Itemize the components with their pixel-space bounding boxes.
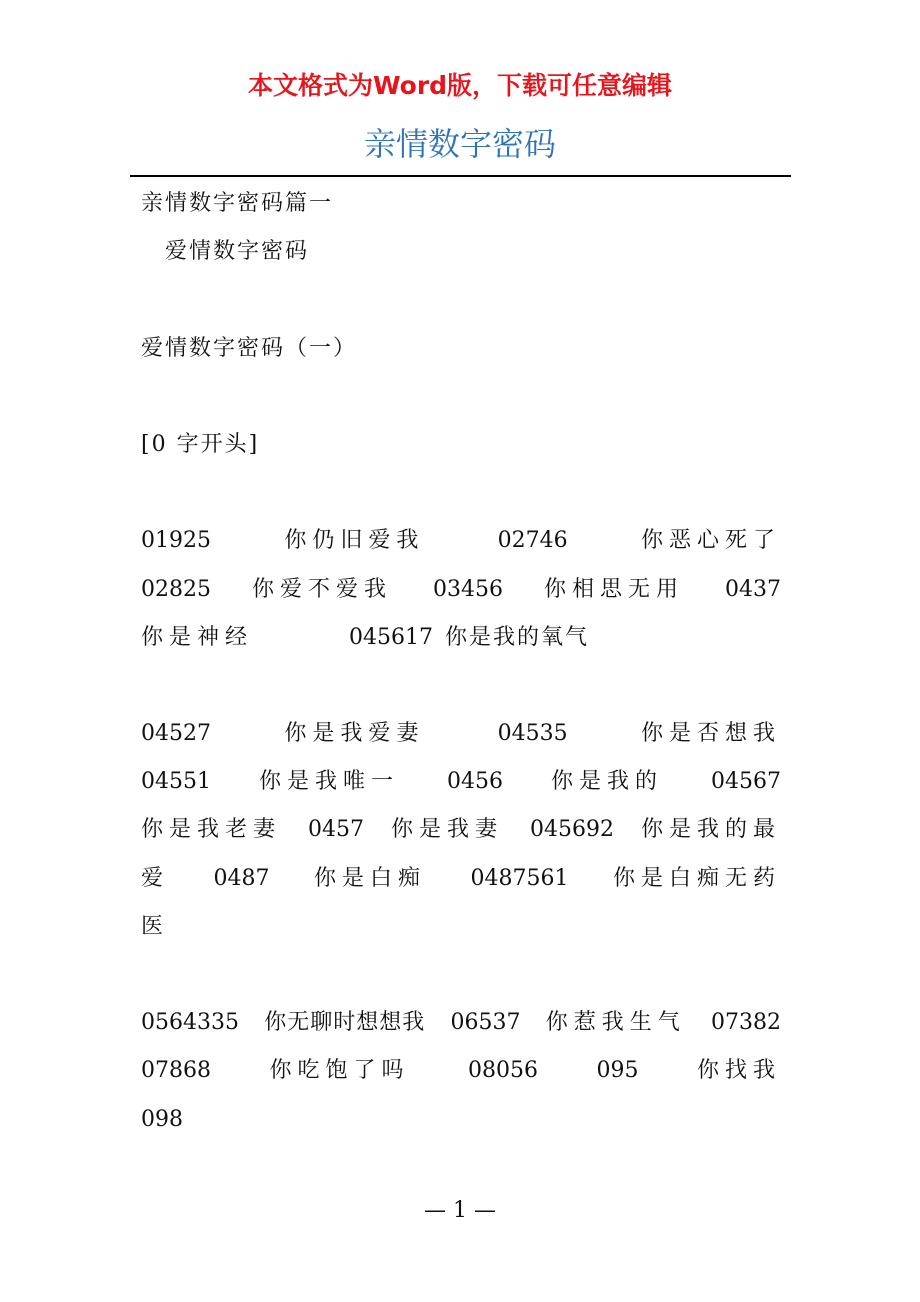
code-number: 08056 — [467, 1058, 538, 1084]
sub-heading: 爱情数字密码 — [165, 239, 310, 265]
download-banner: 本文格式为Word版，下载可任意编辑 — [247, 71, 673, 100]
code-number: 02825 — [141, 576, 211, 602]
code-number: 04551 — [141, 769, 211, 795]
code-number: 045617 — [349, 624, 433, 650]
code-meaning: 爱 — [141, 865, 170, 891]
code-meaning: 你是白痴无药 — [612, 865, 781, 891]
code-line — [141, 710, 781, 758]
code-meaning: 你是我的氧气 — [445, 624, 590, 650]
code-meaning: 你无聊时想想我 — [264, 1010, 426, 1036]
code-number: 0437 — [724, 576, 781, 602]
blank-line — [141, 373, 781, 421]
code-meaning: 你是我爱妻 — [284, 721, 425, 747]
code-number: 098 — [141, 1106, 183, 1132]
code-meaning: 你是我妻 — [390, 817, 503, 843]
blank-line — [141, 951, 781, 999]
code-line — [141, 566, 781, 614]
blank-line — [141, 276, 781, 324]
code-meaning: 你仍旧爱我 — [284, 528, 425, 554]
document-title: 亲情数字密码 — [363, 125, 556, 163]
code-meaning: 你是神经 — [141, 624, 254, 650]
code-number: 04527 — [141, 721, 211, 747]
code-line — [141, 614, 781, 662]
code-number: 04567 — [710, 769, 781, 795]
code-number: 07382 — [710, 1010, 781, 1036]
code-meaning: 你恶心死了 — [640, 528, 781, 554]
code-number: 0487 — [213, 865, 270, 891]
code-line — [141, 758, 781, 806]
code-line — [141, 517, 781, 565]
code-line — [141, 903, 781, 951]
code-number: 0487561 — [470, 865, 569, 891]
code-meaning: 你是否想我 — [640, 721, 781, 747]
code-number: 03456 — [432, 576, 503, 602]
code-number: 06537 — [450, 1010, 521, 1036]
section-heading: 亲情数字密码篇一 — [141, 191, 334, 216]
code-number: 0564335 — [141, 1010, 239, 1036]
blank-line — [141, 469, 781, 517]
code-line — [141, 1096, 781, 1144]
page-number: — 1 — — [424, 1198, 496, 1223]
code-paragraph-1 — [141, 517, 781, 662]
code-number: 045692 — [529, 817, 614, 843]
code-paragraph-2 — [141, 710, 781, 951]
code-paragraph-3 — [141, 999, 781, 1144]
section-title: 爱情数字密码（一） — [141, 335, 358, 361]
code-number: 07868 — [141, 1058, 211, 1084]
code-meaning: 你爱不爱我 — [251, 576, 392, 602]
code-line — [141, 855, 781, 903]
document-body — [141, 180, 781, 1144]
code-number: 095 — [596, 1058, 639, 1084]
title-underline — [130, 175, 791, 177]
code-meaning: 你是我的 — [550, 769, 663, 795]
code-meaning: 你是我的最 — [640, 817, 781, 843]
code-meaning: 你惹我生气 — [545, 1010, 686, 1036]
code-meaning: 你是我唯一 — [258, 769, 399, 795]
code-number: 02746 — [497, 528, 568, 554]
code-meaning: 你是白痴 — [313, 865, 426, 891]
code-meaning: 你是我老妻 — [141, 817, 282, 843]
code-line — [141, 999, 781, 1047]
code-number: 0457 — [308, 817, 364, 843]
code-meaning: 你相思无用 — [543, 576, 684, 602]
code-number: 04535 — [497, 721, 568, 747]
code-number: 0456 — [446, 769, 503, 795]
code-meaning: 你找我 — [696, 1058, 781, 1084]
code-line — [141, 1047, 781, 1095]
blank-line — [141, 662, 781, 710]
code-meaning: 你吃饱了吗 — [269, 1058, 410, 1084]
code-number: 01925 — [141, 528, 211, 554]
code-meaning: 医 — [141, 913, 164, 939]
code-line — [141, 806, 781, 854]
group-label: [0 字开头] — [141, 431, 260, 457]
